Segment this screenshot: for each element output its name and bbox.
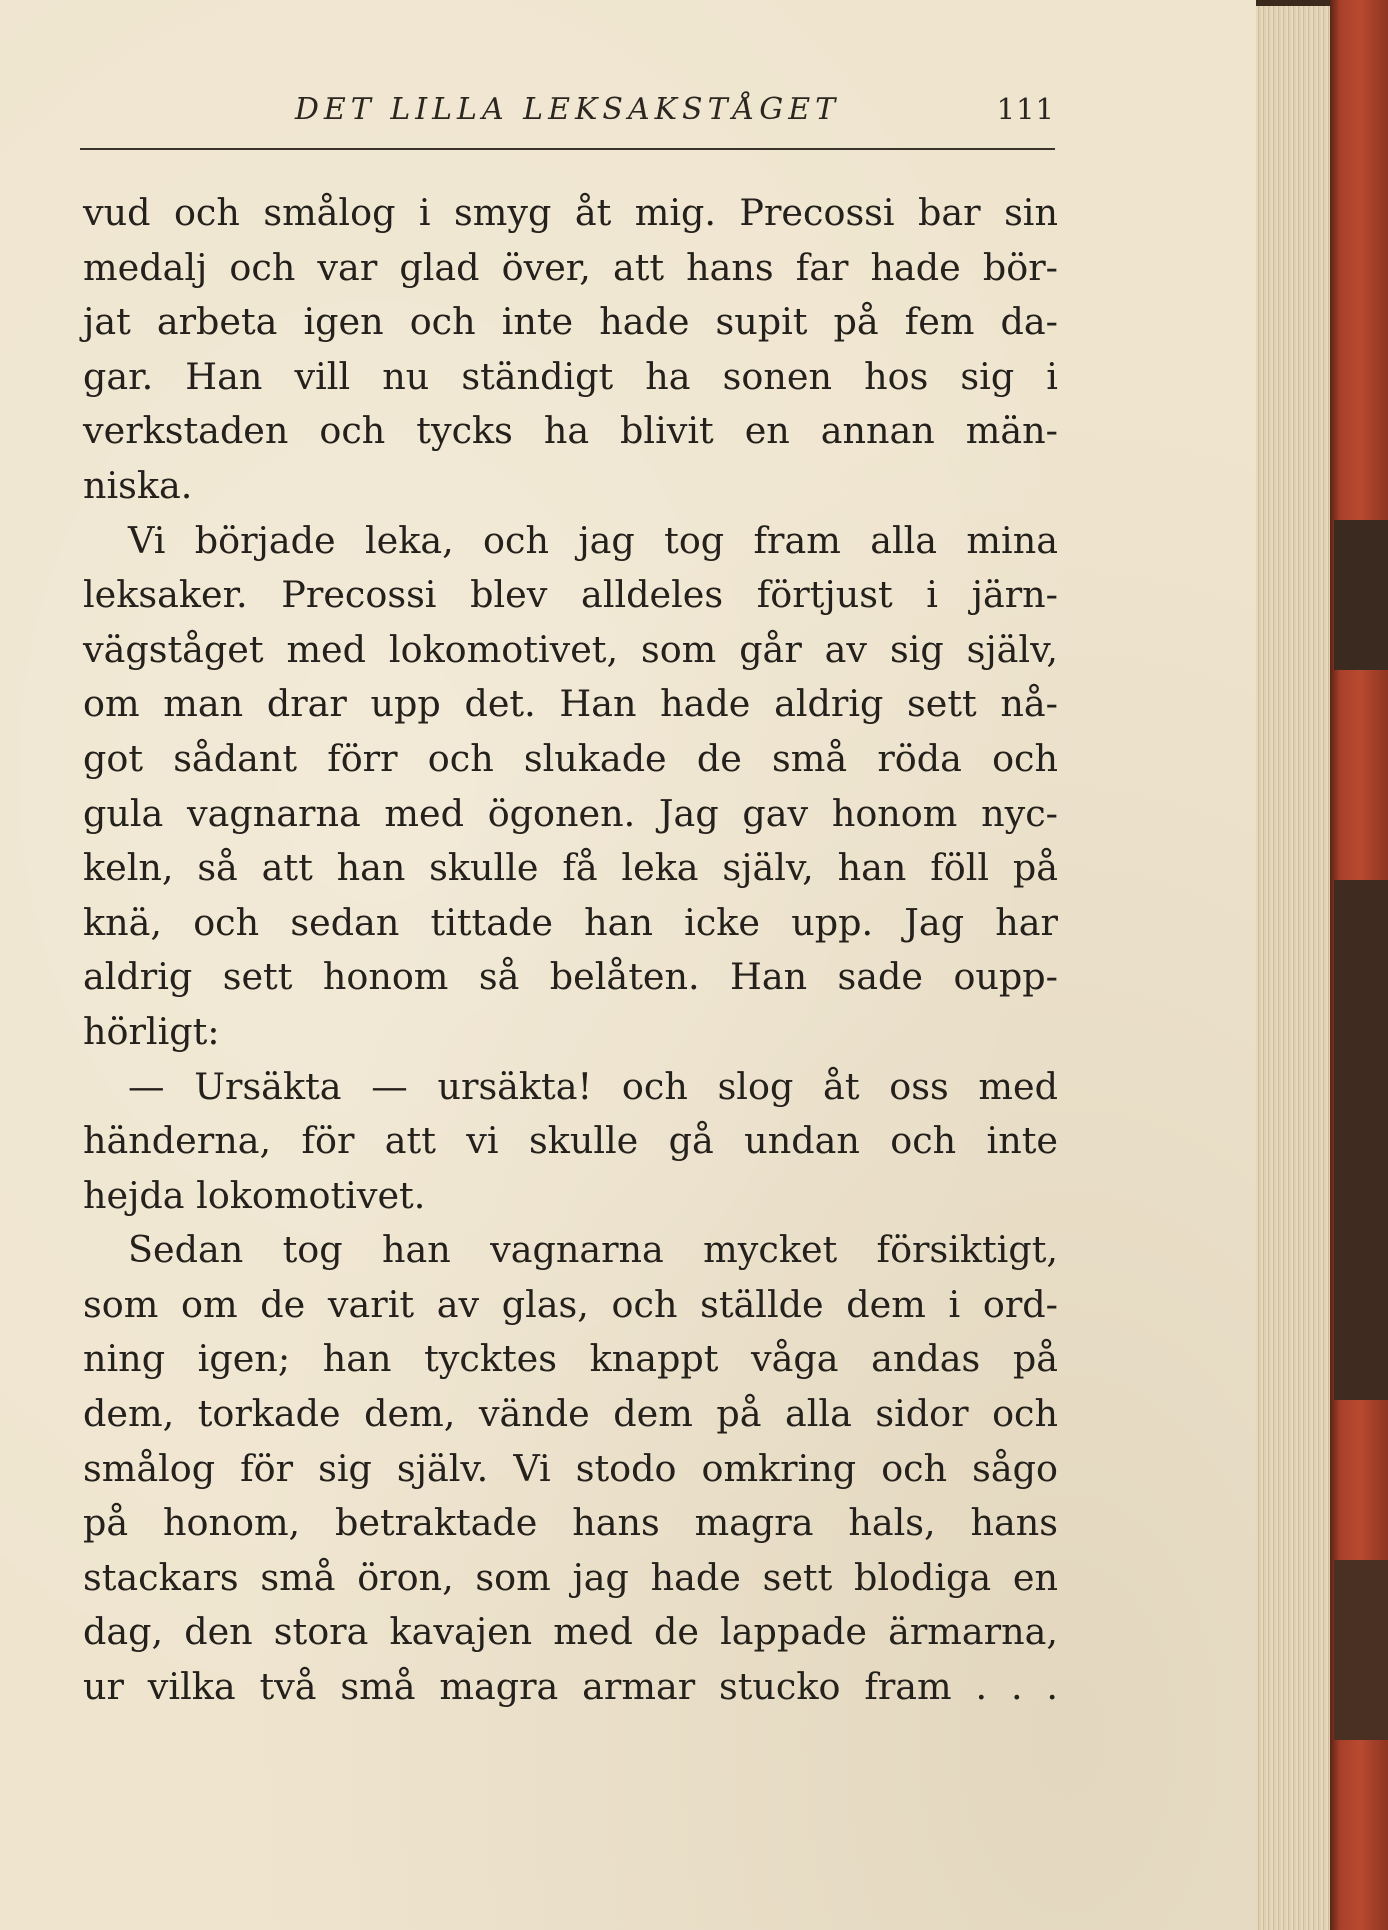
text-line: gula vagnarna med ögonen. Jag gav honom nyc- xyxy=(83,791,1058,835)
cover-wear-band xyxy=(1334,1560,1388,1740)
text-line: Vi började leka, och jag tog fram alla mina xyxy=(128,518,1058,562)
text-line: på honom, betraktade hans magra hals, hans xyxy=(83,1501,1058,1545)
header-rule xyxy=(80,148,1055,150)
body-text xyxy=(83,186,1058,1715)
text-line: smålog för sig själv. Vi stodo omkring och sågo xyxy=(83,1446,1058,1490)
text-line: verkstaden och tycks ha blivit en annan män- xyxy=(83,409,1058,453)
page-number: 111 xyxy=(996,92,1055,126)
text-line: ur vilka två små magra armar stucko fram . . . xyxy=(83,1665,1058,1709)
text-line: som om de varit av glas, och ställde dem i ord- xyxy=(83,1282,1058,1326)
text-line: vud och smålog i smyg åt mig. Precossi bar sin xyxy=(83,191,1058,234)
running-head xyxy=(80,92,1055,132)
running-title: DET LILLA LEKSAKSTÅGET xyxy=(294,92,841,127)
cover-wear-band xyxy=(1334,880,1388,1400)
text-line: hörligt: xyxy=(83,1009,220,1053)
text-line: Sedan tog han vagnarna mycket försiktigt, xyxy=(128,1228,1058,1272)
text-line: ning igen; han tycktes knappt våga andas på xyxy=(83,1337,1058,1381)
text-line: om man drar upp det. Han hade aldrig sett nå- xyxy=(83,682,1058,726)
text-line: stackars små öron, som jag hade sett blodiga en xyxy=(83,1555,1058,1599)
text-line: got sådant förr och slukade de små röda och xyxy=(83,736,1058,780)
text-line: gar. Han vill nu ständigt ha sonen hos sig i xyxy=(83,354,1058,398)
page-edges xyxy=(1256,6,1330,1930)
text-line: vägståget med lokomotivet, som går av sig själv, xyxy=(83,627,1058,671)
text-line: leksaker. Precossi blev alldeles förtjust i järn- xyxy=(83,573,1058,617)
text-line: jat arbeta igen och inte hade supit på fem da- xyxy=(83,300,1058,344)
text-line: dag, den stora kavajen med de lappade ärmarna, xyxy=(83,1610,1058,1654)
text-line: händerna, för att vi skulle gå undan och inte xyxy=(83,1119,1058,1163)
text-line: medalj och var glad över, att hans far hade bör- xyxy=(83,245,1058,289)
text-line: dem, torkade dem, vände dem på alla sidor och xyxy=(83,1392,1058,1436)
text-line: aldrig sett honom så belåten. Han sade oupp- xyxy=(83,955,1058,999)
text-line: knä, och sedan tittade han icke upp. Jag har xyxy=(83,900,1058,944)
text-line: — Ursäkta — ursäkta! och slog åt oss med xyxy=(128,1064,1058,1108)
cover-wear-band xyxy=(1334,520,1388,670)
text-line: keln, så att han skulle få leka själv, han föll på xyxy=(83,846,1058,890)
text-line: hejda lokomotivet. xyxy=(83,1173,426,1217)
text-line: niska. xyxy=(83,463,193,507)
